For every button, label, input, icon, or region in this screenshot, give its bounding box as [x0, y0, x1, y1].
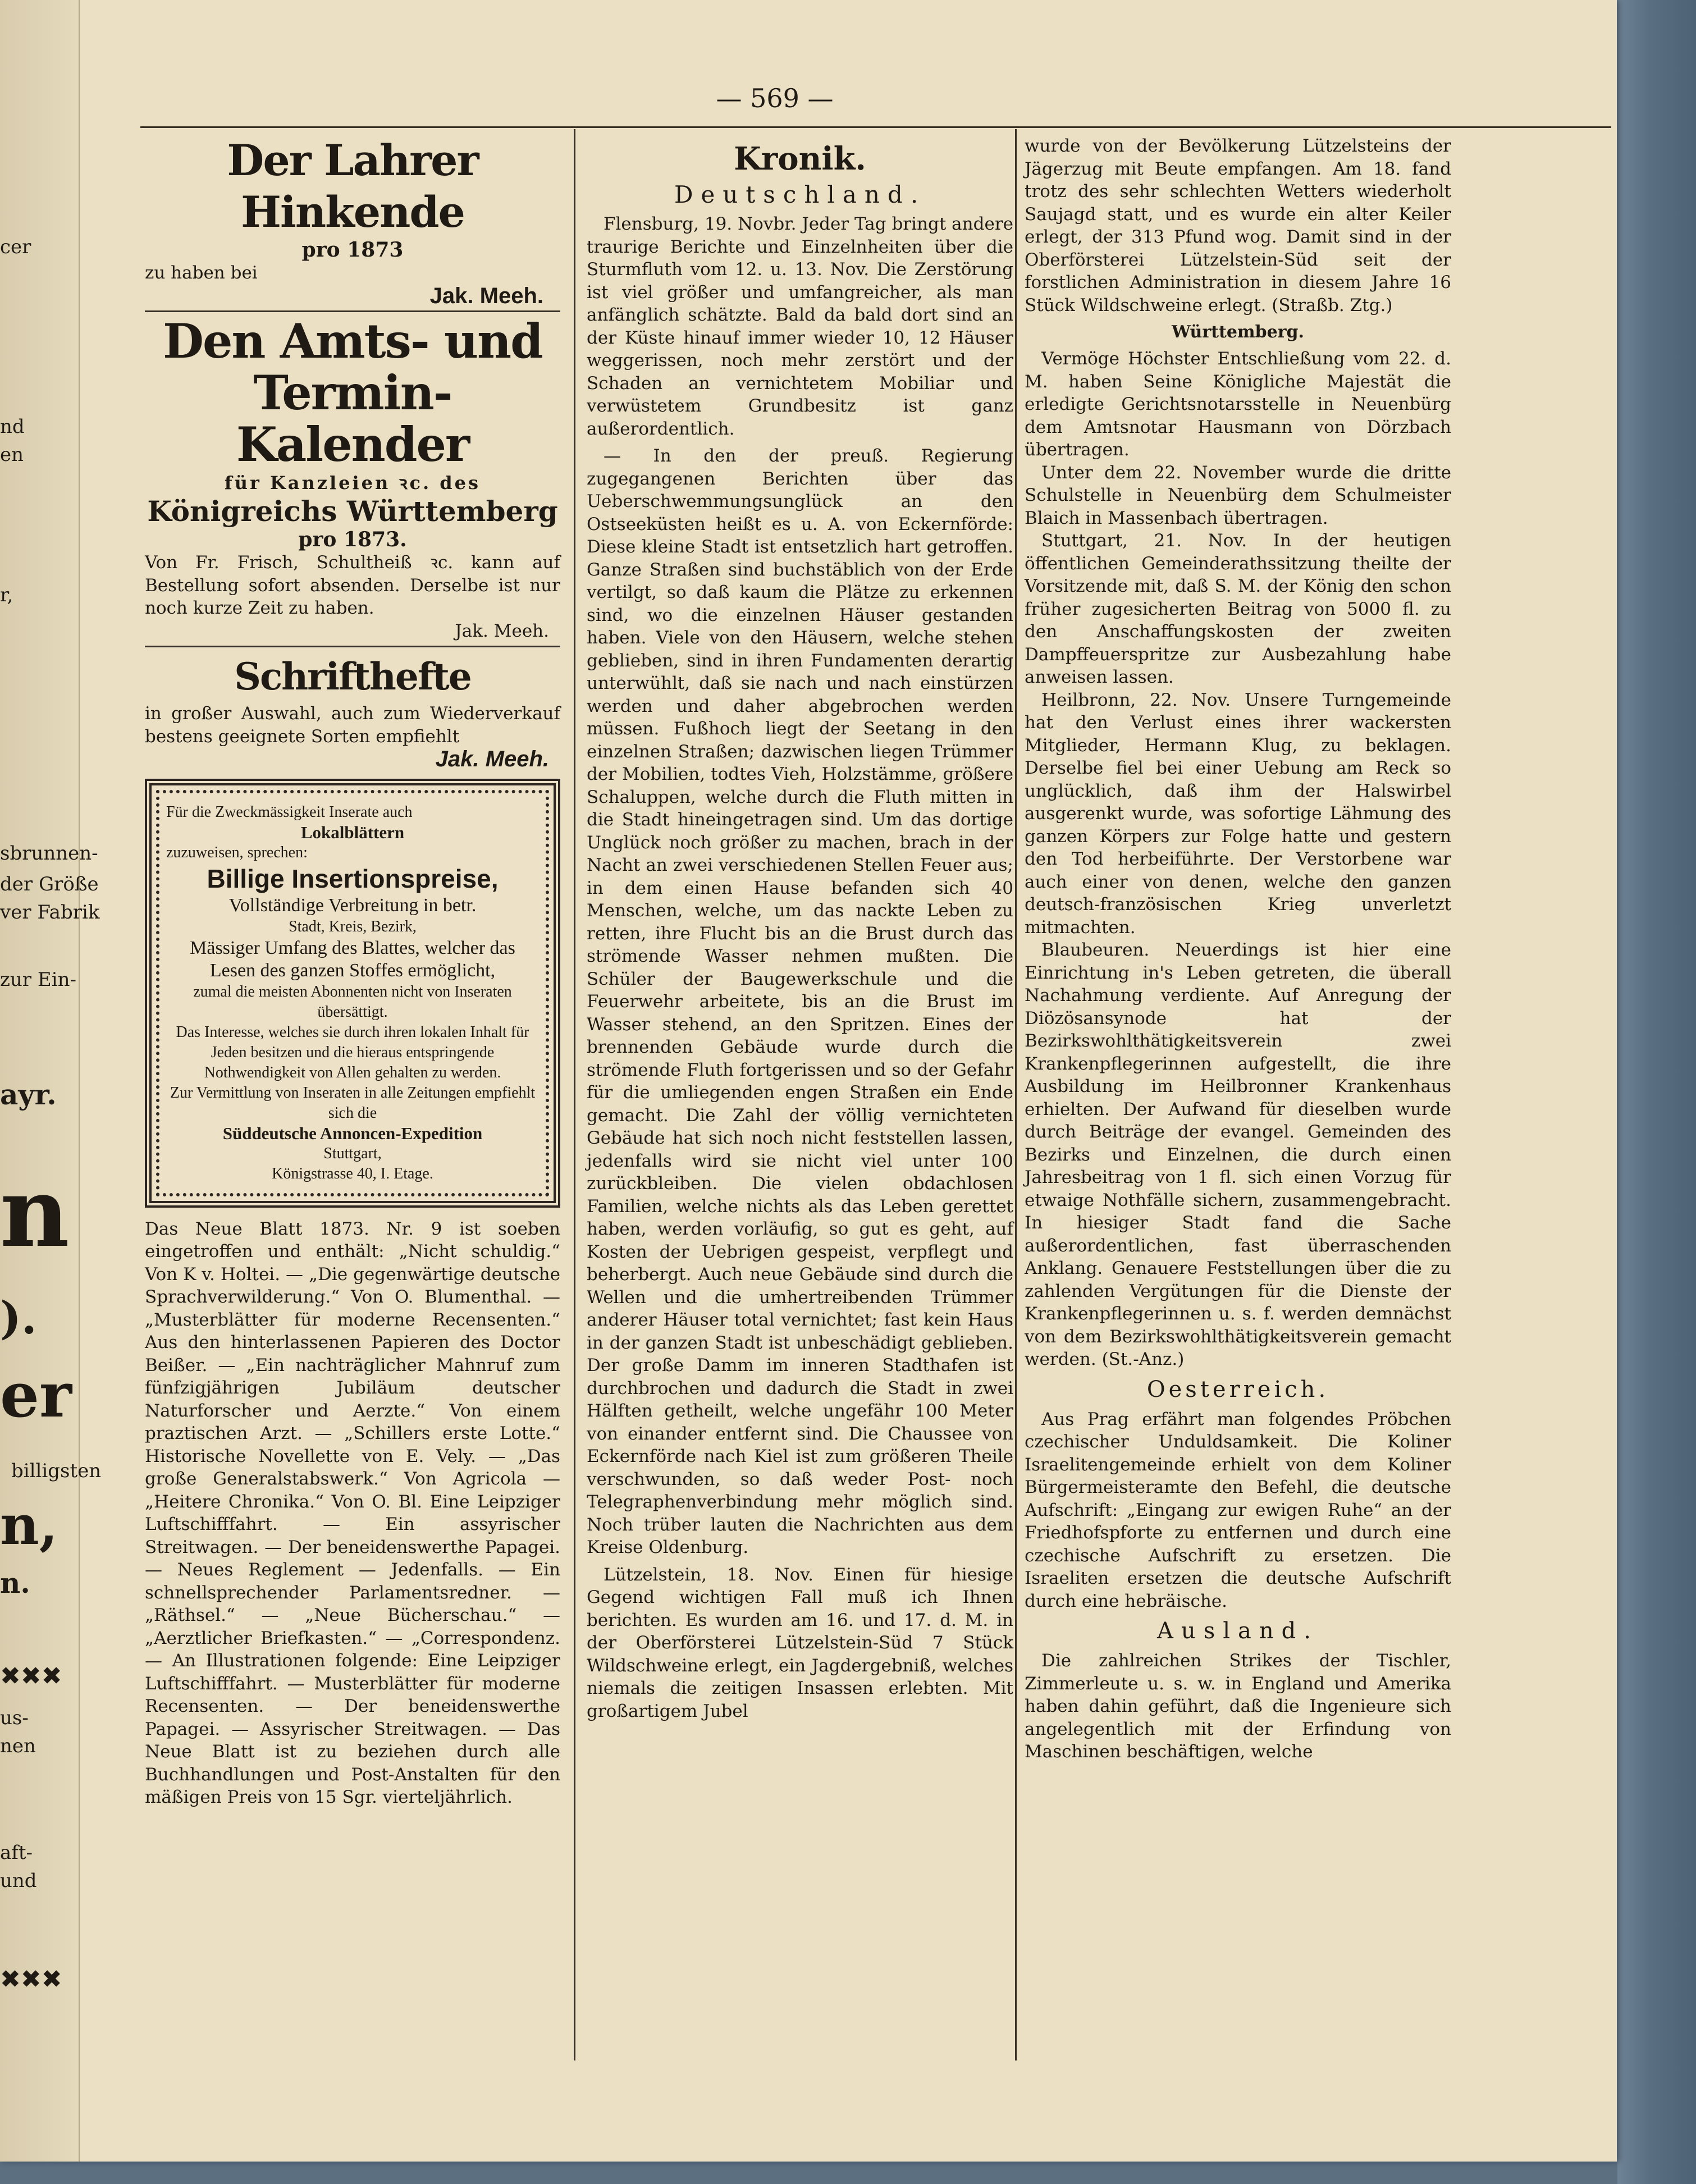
- advertisement-column: [145, 135, 560, 1809]
- region-heading: Ausland.: [1157, 1618, 1319, 1644]
- article-paragraph: wurde von der Bevölkerung Lützelsteins der Jägerzug mit Beute empfangen. Am 18. fand trotz des sehr schlechten Wetters wiederholt Saujagd statt, und es wurde ein alter Keiler erlegt, der 313 Pfund wog. Damit sind in der Oberförsterei Lützelstein-Süd seit der forstlichen Administration in diesem Jahre 16 Stück Wildschweine erlegt. (Straßb. Ztg.): [1025, 136, 1451, 316]
- prev-fragment: und: [0, 1870, 37, 1892]
- prev-fragment: r,: [0, 584, 13, 606]
- box-text: Zur Vermittlung von Inseraten in alle Zeitungen empfiehlt sich die: [170, 1084, 536, 1122]
- ad-hinkende: [145, 135, 560, 312]
- article-paragraph: Unter dem 22. November wurde die dritte Schulstelle in Neuenbürg dem Schulmeister Blaich in Massenbach übertragen.: [1025, 462, 1451, 528]
- ad-line: für Kanzleien ꝛc. des: [224, 472, 481, 494]
- divider: [145, 646, 560, 647]
- region-heading: Oesterreich.: [1146, 1376, 1329, 1402]
- article-paragraph: Flensburg, 19. Novbr. Jeder Tag bringt andere traurige Berichte und Einzelnheiten über die Sturmfluth vom 12. u. 13. Nov. Die Zerstörung ist viel größer und umfangreicher, als man anfänglich schätzte. Bald da bald dort sind an der Küste hinauf immer wieder 10, 12 Häuser weggerissen, noch mehr zerstört und der Schaden an vernichtetem Mobiliar und verwüstetem Grundbesitz ist ganz außerordentlich.: [587, 214, 1013, 439]
- prev-fragment: nd: [0, 415, 25, 438]
- ad-signature: Jak. Meeh.: [455, 620, 549, 641]
- ad-body: in großer Auswahl, auch zum Wiederverkauf bestens geeignete Sorten empfiehlt: [145, 703, 560, 747]
- ornament-row: ✖✖✖: [0, 1662, 62, 1690]
- prev-fragment: er: [0, 1359, 72, 1431]
- book-binding: [1617, 0, 1696, 2184]
- ad-seller: Jak. Meeh.: [435, 747, 549, 771]
- box-headline: Billige Insertionspreise,: [207, 863, 499, 893]
- box-text: Mässiger Umfang des Blattes, welcher das Lesen des ganzen Stoffes ermöglicht,: [190, 937, 515, 981]
- page-number: — 569 —: [716, 83, 834, 113]
- column-rule: [574, 129, 575, 2060]
- box-text: Königstrasse 40, I. Etage.: [272, 1164, 433, 1182]
- ad-schrifthefte: [145, 651, 560, 771]
- news-column: [1025, 135, 1451, 1763]
- article-paragraph: Aus Prag erfährt man folgendes Pröbchen czechischer Unduldsamkeit. Die Koliner Israelitengemeinde erhielt von dem Koliner Bürgermeisteramte den Befehl, die deutsche Aufschrift: „Eingang zur ewigen Ruhe“ an der Friedhofspforte zu entfernen und durch eine czechische Aufschrift zu ersetzen. Die Israeliten ersetzen die deutsche Aufschrift durch eine hebräische.: [1025, 1409, 1451, 1611]
- article-paragraph: Blaubeuren. Neuerdings ist hier eine Einrichtung in's Leben getreten, die überall Nachahmung verdiente. Auf Anregung der Diözösansynode hat der Bezirkswohlthätigkeitsverein zwei Krankenpflegerinnen aufgestellt, die ihre Ausbildung im Heilbronner Krankenhaus erhielten. Der Aufwand für dieselben wurde durch Beiträge der evangel. Gemeinden des Bezirks und Einzelnen, die durch einen Jahresbeitrag von 1 fl. sich einen Vorzug für etwaige Nothfälle sichern, zusammengebracht. In hiesiger Stadt fand die Sache außerordentlichen, fast überraschenden Anklang. Genauere Feststellungen über die zu zahlenden Vergütungen für die Dienste der Krankenpflegerinnen u. s. f. werden demnächst von dem Bezirkswohlthätigkeitsverein gemacht werden. (St.-Anz.): [1025, 940, 1451, 1369]
- prev-fragment: der Größe: [0, 873, 99, 895]
- prev-fragment: sbrunnen-: [0, 842, 98, 865]
- box-text: Vollständige Verbreitung in betr.: [228, 894, 477, 916]
- article-paragraph: Vermöge Höchster Entschließung vom 22. d. M. haben Seine Königliche Majestät die erledigte Gerichtsnotarsstelle in Neuenbürg dem Amtsnotar Hausmann von Dörzbach übertragen.: [1025, 349, 1451, 460]
- prev-fragment: cer: [0, 236, 31, 258]
- box-text: Lokalblättern: [300, 822, 405, 842]
- prev-fragment: aft-: [0, 1842, 33, 1864]
- neue-blatt-notice: Das Neue Blatt 1873. Nr. 9 ist soeben eingetroffen und enthält: „Nicht schuldig.“ Von K v. Holtei. — „Die gegenwärtige deutsche Sprachverwilderung.“ Von O. Blumenthal. — „Musterblätter für moderne Recensenten.“ Aus den hinterlassenen Papieren des Doctor Beißer. — „Ein nachträglicher Mahnruf zum fünfzigjährigen Jubiläum deutscher Naturforscher und Aerzte.“ Von einem praztischen Arzt. — „Schillers erste Lotte.“ Historische Novellette von E. Vely. — „Das große Generalstabswerk.“ Von Agricola — „Heitere Chronika.“ Von O. Bl. Eine Leipziger Luftschifffahrt. — Ein assyrischer Streitwagen. — Der beneidenswerthe Papagei. — Neues Reglement — Jedenfalls. — Ein schnellsprechender Parlamentsredner. — „Räthsel.“ — „Neue Bücherschau.“ — „Aerztlicher Briefkasten.“ — „Correspondenz. — An Illustrationen folgende: Eine Leipziger Luftschifffahrt. — Musterblätter für moderne Recensenten. — Der beneidenswerthe Papagei. — Assyrischer Streitwagen. — Das Neue Blatt ist zu beziehen durch alle Buchhandlungen und Post-Anstalten für den mäßigen Preis von 15 Sgr. vierteljährlich.: [145, 1218, 560, 1807]
- article-paragraph: — In den der preuß. Regierung zugegangenen Berichten über das Ueberschwemmungsunglück an den Ostseeküsten heißt es u. A. von Eckernförde: Diese kleine Stadt ist entsetzlich hart getroffen. Ganze Straßen sind buchstäblich von der Erde vertilgt, so daß kaum die Plätze zu erkennen sind, wo die einzelnen Häuser gestanden haben. Viele von den Häusern, welche stehen geblieben, sind in ihren Fundamenten derartig unterwühlt, daß sie nach und nach einstürzen werden und daher abgebrochen werden müssen. Fußhoch liegt der Seetang in den einzelnen Straßen; dazwischen liegen Trümmer der Mobilien, todtes Vieh, Holzstämme, größere Schaluppen, welche durch die Fluth mitten in die Stadt hineingetragen sind. Um das dortige Unglück noch größer zu machen, brach in der Nacht an zwei verschiedenen Stellen Feuer aus; in dem einen Hause befanden sich 40 Menschen, welche, um das nackte Leben zu retten, ihre Flucht bis an die Brust durch das strömende Wasser nehmen mußten. Die Schüler der Baugewerkschule und die Feuerwehr arbeitete, bis an die Brust im Wasser stehend, an den Spritzen. Eines der brennenden Gebäude wurde durch die strömende Fluth fortgerissen und so der Gefahr für die umliegenden engen Straßen ein Ende gemacht. Die Zahl der völlig vernichteten Gebäude hat sich noch nicht feststellen lassen, jedenfalls wird sie nicht viel unter 100 zurückbleiben. Die vielen obdachlosen Familien, welche nichts als das Leben gerettet haben, werden vorläufig, so gut es geht, auf Kosten der Uebrigen gespeist, verpflegt und beherbergt. Auch neue Gebäude sind durch die Wellen und die umhertreibenden Trümmer anderer Häuser total vernichtet; fast kein Haus in der ganzen Stadt ist unbeschädigt geblieben. Der große Damm im inneren Stadthafen ist durchbrochen und dadurch die Stadt in zwei Hälften getheilt, welche ungefähr 100 Meter von einander entfernt sind. Die Chaussee von Eckernförde nach Kiel ist zum größeren Theile verschwunden, so daß weder Post- noch Telegraphenverbindung mehr möglich sind. Noch trüber lauten die Nachrichten aus dem Kreise Oldenburg.: [587, 446, 1013, 1557]
- box-text: Das Interesse, welches sie durch ihren lokalen Inhalt für Jeden besitzen und die hieraus entspringende Nothwendigkeit von Allen gehalten zu werden.: [176, 1023, 529, 1081]
- prev-fragment: ver Fabrik: [0, 901, 100, 924]
- box-text: zumal die meisten Abonnenten nicht von Inseraten übersättigt.: [193, 983, 512, 1021]
- article-paragraph: Stuttgart, 21. Nov. In der heutigen öffentlichen Gemeinderathssitzung theilte der Vorsitzende mit, daß S. M. der König den schon früher zugesicherten Beitrag von 5000 fl. zu den Anschaffungskosten der zweiten Dampffeuerspritze zur Ausbezahlung habe anweisen lassen.: [1025, 531, 1451, 687]
- ad-line: pro 1873.: [298, 528, 407, 551]
- prev-fragment: us-: [0, 1707, 29, 1729]
- box-text: Für die Zweckmässigkeit Inserate auch: [166, 803, 413, 821]
- ad-seller: Jak. Meeh.: [429, 283, 543, 308]
- box-text: zuzuweisen, sprechen:: [166, 843, 308, 861]
- box-text: Stadt, Kreis, Bezirk,: [289, 917, 417, 935]
- ornament-row: ✖✖✖: [0, 1965, 62, 1994]
- box-text: Stuttgart,: [323, 1144, 382, 1162]
- ad-title: Den Amts- und Termin-: [163, 313, 542, 421]
- ad-title: Der Lahrer Hinkende: [227, 135, 478, 237]
- prev-fragment: n,: [0, 1493, 58, 1557]
- prev-fragment: zur Ein-: [0, 968, 76, 991]
- ad-kalender: [145, 313, 560, 647]
- prev-fragment: ).: [0, 1291, 37, 1344]
- kronik-column: [587, 135, 1013, 1722]
- ad-title: Schrifthefte: [234, 655, 471, 698]
- ad-year: pro 1873: [301, 238, 404, 262]
- article-paragraph: Heilbronn, 22. Nov. Unsere Turngemeinde hat den Verlust eines ihrer wackersten Mitglieder, Hermann Klug, zu beklagen. Derselbe fiel bei einer Uebung am Reck so unglücklich, daß ihm der Halswirbel ausgerenkt wurde, was sofortige Lähmung des ganzen Körpers zur Folge hatte und gestern den Tod herbeiführte. Der Verstorbene war auch einer von denen, welche den ganzen deutsch-französischen Krieg unverletzt mitmachten.: [1025, 689, 1451, 938]
- article-paragraph: Die zahlreichen Strikes der Tischler, Zimmerleute u. s. w. in England und Amerika haben dahin geführt, daß die Ingenieure sich angelegentlich mit der Erfindung von Maschinen beschäftigen, welche: [1025, 1651, 1451, 1762]
- previous-page-edge: [0, 0, 102, 2162]
- header-rule: [140, 126, 1611, 128]
- ad-title: Kalender: [236, 417, 469, 472]
- ad-line: Königreichs Württemberg: [147, 495, 558, 528]
- prev-fragment: nen: [0, 1735, 36, 1757]
- ad-text: zu haben bei: [145, 263, 258, 283]
- column-rule: [1015, 129, 1017, 2060]
- prev-fragment: ayr.: [0, 1078, 57, 1111]
- section-title: Kronik.: [734, 140, 866, 177]
- prev-fragment: en: [0, 444, 24, 466]
- annoncen-box: [145, 779, 560, 1208]
- divider: [145, 310, 560, 312]
- prev-fragment: billigsten: [11, 1460, 102, 1482]
- box-text: Süddeutsche Annoncen-Expedition: [222, 1123, 483, 1143]
- prev-fragment: n.: [0, 1566, 30, 1600]
- article-paragraph: Lützelstein, 18. Nov. Einen für hiesige Gegend wichtigen Fall muß ich Ihnen berichten. Es wurden am 16. und 17. d. M. in der Oberförsterei Lützelstein-Süd 7 Stück Wildschweine erlegt, ein Jagdergebniß, welches niemals die zeitigen Insassen erlebten. Mit großartigem Jubel: [587, 1564, 1013, 1721]
- region-heading: Württemberg.: [1172, 322, 1304, 342]
- country-heading: Deutschland.: [674, 181, 926, 208]
- prev-fragment: n: [0, 1157, 70, 1269]
- ad-body: Von Fr. Frisch, Schultheiß ꝛc. kann auf Bestellung sofort absenden. Derselbe ist nur noch kurze Zeit zu haben.: [145, 552, 560, 618]
